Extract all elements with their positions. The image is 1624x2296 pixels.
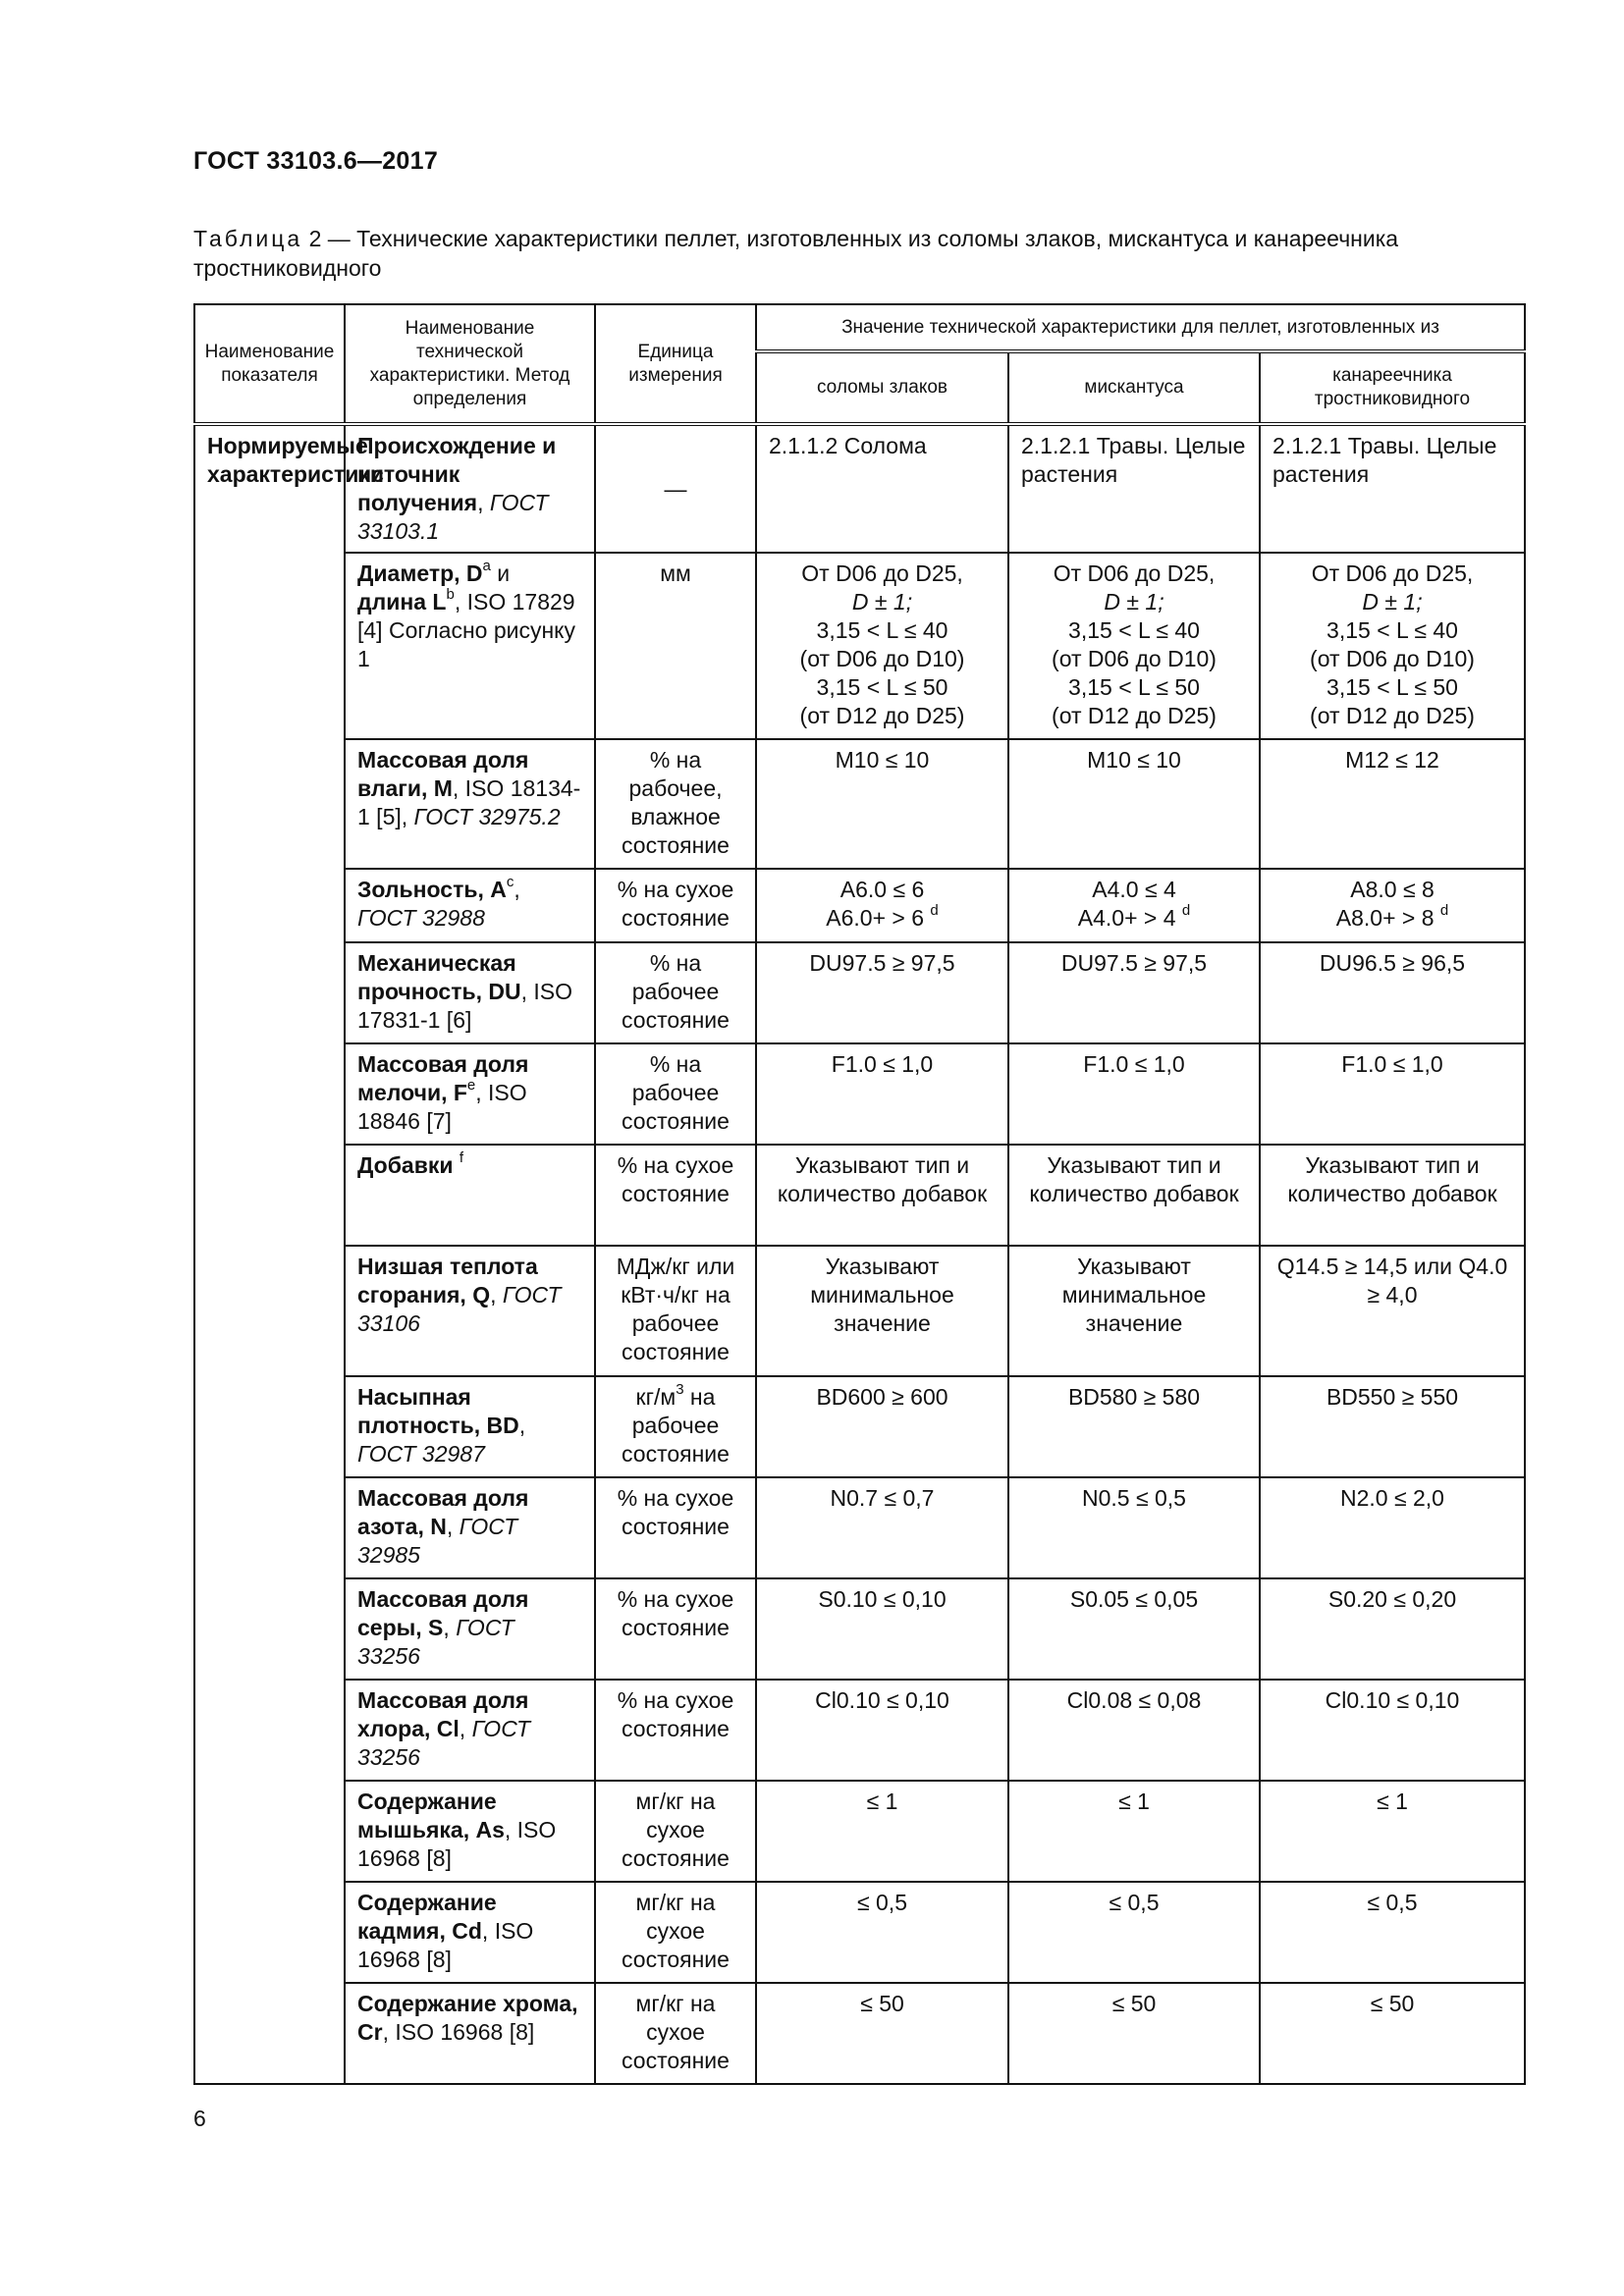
unit-cell: % на рабочее состояние [595, 942, 756, 1043]
document-code: ГОСТ 33103.6—2017 [193, 147, 439, 175]
unit-cell: % на сухое состояние [595, 1477, 756, 1578]
unit-cell: % на сухое состояние [595, 869, 756, 942]
table-row [194, 1983, 1525, 2084]
header-straw: соломы злаков [756, 351, 1008, 424]
value-miscanthus: От D06 до D25, D ± 1; 3,15 < L ≤ 40 (от D06 до D10) 3,15 < L ≤ 50 (от D12 до D25) [1008, 553, 1260, 739]
value-miscanthus: DU97.5 ≥ 97,5 [1008, 942, 1260, 1043]
header-miscanthus: мискантуса [1008, 351, 1260, 424]
value-reed: M12 ≤ 12 [1260, 739, 1525, 869]
param-cell: Низшая теплота сгорания, Q, ГОСТ 33106 [345, 1246, 595, 1376]
unit-cell: % на сухое состояние [595, 1578, 756, 1680]
value-reed: N2.0 ≤ 2,0 [1260, 1477, 1525, 1578]
param-cell: Содержание хрома, Cr, ISO 16968 [8] [345, 1983, 595, 2084]
value-straw: ≤ 50 [756, 1983, 1008, 2084]
param-cell: Содержание кадмия, Cd, ISO 16968 [8] [345, 1882, 595, 1983]
value-straw: A6.0 ≤ 6 A6.0+ > 6 $^d$ [756, 869, 1008, 942]
unit-cell: $кг/м^3$ на рабочее состояние [595, 1376, 756, 1477]
unit-cell: % на сухое состояние [595, 1680, 756, 1781]
table-row [194, 1145, 1525, 1246]
value-straw: BD600 ≥ 600 [756, 1376, 1008, 1477]
param-cell: Механическая прочность, DU, ISO 17831-1 [6] [345, 942, 595, 1043]
param-cell: Диаметр, $D^a$ и длина $L^b$, ISO 17829 [4] Согласно рисунку 1 [345, 553, 595, 739]
value-reed: Q14.5 ≥ 14,5 или Q4.0 ≥ 4,0 [1260, 1246, 1525, 1376]
table-row [194, 1376, 1525, 1477]
value-miscanthus: Cl0.08 ≤ 0,08 [1008, 1680, 1260, 1781]
value-straw: Указывают тип и количество добавок [756, 1145, 1008, 1246]
table-row [194, 1578, 1525, 1680]
value-miscanthus: M10 ≤ 10 [1008, 739, 1260, 869]
table-row [194, 739, 1525, 869]
value-miscanthus: F1.0 ≤ 1,0 [1008, 1043, 1260, 1145]
header-unit: Единица измерения [595, 304, 756, 424]
value-straw: S0.10 ≤ 0,10 [756, 1578, 1008, 1680]
value-miscanthus: A4.0 ≤ 4 A4.0+ > 4 $^d$ [1008, 869, 1260, 942]
value-reed: От D06 до D25, D ± 1; 3,15 < L ≤ 40 (от D06 до D10) 3,15 < L ≤ 50 (от D12 до D25) [1260, 553, 1525, 739]
value-reed: A8.0 ≤ 8 A8.0+ > 8 $^d$ [1260, 869, 1525, 942]
value-reed: Cl0.10 ≤ 0,10 [1260, 1680, 1525, 1781]
value-straw: Cl0.10 ≤ 0,10 [756, 1680, 1008, 1781]
value-miscanthus: Указывают минимальное значение [1008, 1246, 1260, 1376]
page-number: 6 [193, 2106, 206, 2131]
param-cell: Массовая доля хлора, Cl, ГОСТ 33256 [345, 1680, 595, 1781]
caption-text: — Технические характеристики пеллет, изготовленных из соломы злаков, мискантуса и канареечника тростниковидного [193, 226, 1399, 281]
table-row [194, 1477, 1525, 1578]
value-straw: N0.7 ≤ 0,7 [756, 1477, 1008, 1578]
param-cell: Массовая доля серы, S, ГОСТ 33256 [345, 1578, 595, 1680]
table-row [194, 942, 1525, 1043]
value-straw: ≤ 0,5 [756, 1882, 1008, 1983]
param-cell: Насыпная плотность, BD, ГОСТ 32987 [345, 1376, 595, 1477]
value-reed: 2.1.2.1 Травы. Целые растения [1260, 424, 1525, 553]
table-caption [193, 224, 1529, 283]
unit-cell: % на сухое состояние [595, 1145, 756, 1246]
value-miscanthus: N0.5 ≤ 0,5 [1008, 1477, 1260, 1578]
value-miscanthus: S0.05 ≤ 0,05 [1008, 1578, 1260, 1680]
caption-number: 2 [308, 226, 322, 251]
value-straw: От D06 до D25, D ± 1; 3,15 < L ≤ 40 (от D06 до D10) 3,15 < L ≤ 50 (от D12 до D25) [756, 553, 1008, 739]
param-cell: Массовая доля азота, N, ГОСТ 32985 [345, 1477, 595, 1578]
header-characteristic-method: Наименование технической характеристики. Метод определения [345, 304, 595, 424]
value-reed: S0.20 ≤ 0,20 [1260, 1578, 1525, 1680]
value-reed: BD550 ≥ 550 [1260, 1376, 1525, 1477]
unit-cell: мг/кг на сухое состояние [595, 1781, 756, 1882]
value-miscanthus: 2.1.2.1 Травы. Целые растения [1008, 424, 1260, 553]
value-miscanthus: ≤ 50 [1008, 1983, 1260, 2084]
unit-cell: мм [595, 553, 756, 739]
unit-cell: % на рабочее состояние [595, 1043, 756, 1145]
param-cell: Массовая доля влаги, M, ISO 18134-1 [5], ГОСТ 32975.2 [345, 739, 595, 869]
table-row [194, 869, 1525, 942]
unit-cell: мг/кг на сухое состояние [595, 1882, 756, 1983]
header-reed-canary-grass: канареечника тростниковидного [1260, 351, 1525, 424]
table-row [194, 1781, 1525, 1882]
value-reed: ≤ 0,5 [1260, 1882, 1525, 1983]
value-miscanthus: BD580 ≥ 580 [1008, 1376, 1260, 1477]
value-reed: DU96.5 ≥ 96,5 [1260, 942, 1525, 1043]
group-label: Нормируемые характеристики [194, 424, 345, 2084]
param-cell: Добавки $^f$ [345, 1145, 595, 1246]
value-straw: ≤ 1 [756, 1781, 1008, 1882]
value-miscanthus: ≤ 0,5 [1008, 1882, 1260, 1983]
value-reed: ≤ 50 [1260, 1983, 1525, 2084]
specifications-table [193, 303, 1526, 2085]
param-cell: Массовая доля мелочи, $F^e$, ISO 18846 [7] [345, 1043, 595, 1145]
value-reed: F1.0 ≤ 1,0 [1260, 1043, 1525, 1145]
unit-cell: % на рабочее, влажное состояние [595, 739, 756, 869]
value-reed: Указывают тип и количество добавок [1260, 1145, 1525, 1246]
table-row [194, 553, 1525, 739]
value-reed: ≤ 1 [1260, 1781, 1525, 1882]
unit-cell: — [595, 424, 756, 553]
value-straw: M10 ≤ 10 [756, 739, 1008, 869]
param-cell: Содержание мышьяка, As, ISO 16968 [8] [345, 1781, 595, 1882]
unit-cell: МДж/кг или кВт·ч/кг на рабочее состояние [595, 1246, 756, 1376]
table-row [194, 424, 1525, 553]
unit-cell: мг/кг на сухое состояние [595, 1983, 756, 2084]
value-miscanthus: ≤ 1 [1008, 1781, 1260, 1882]
value-straw: Указывают минимальное значение [756, 1246, 1008, 1376]
header-indicator-name: Наименование показателя [194, 304, 345, 424]
value-straw: 2.1.1.2 Солома [756, 424, 1008, 553]
table-row [194, 1882, 1525, 1983]
header-value-group: Значение технической характеристики для пеллет, изготовленных из [756, 304, 1525, 351]
param-cell: Зольность, $A^c$, ГОСТ 32988 [345, 869, 595, 942]
value-straw: DU97.5 ≥ 97,5 [756, 942, 1008, 1043]
value-straw: F1.0 ≤ 1,0 [756, 1043, 1008, 1145]
table-row [194, 1043, 1525, 1145]
caption-label: Таблица [193, 226, 303, 251]
table-row [194, 1680, 1525, 1781]
param-cell: Происхождение и источник получения, ГОСТ 33103.1 [345, 424, 595, 553]
value-miscanthus: Указывают тип и количество добавок [1008, 1145, 1260, 1246]
table-row [194, 1246, 1525, 1376]
